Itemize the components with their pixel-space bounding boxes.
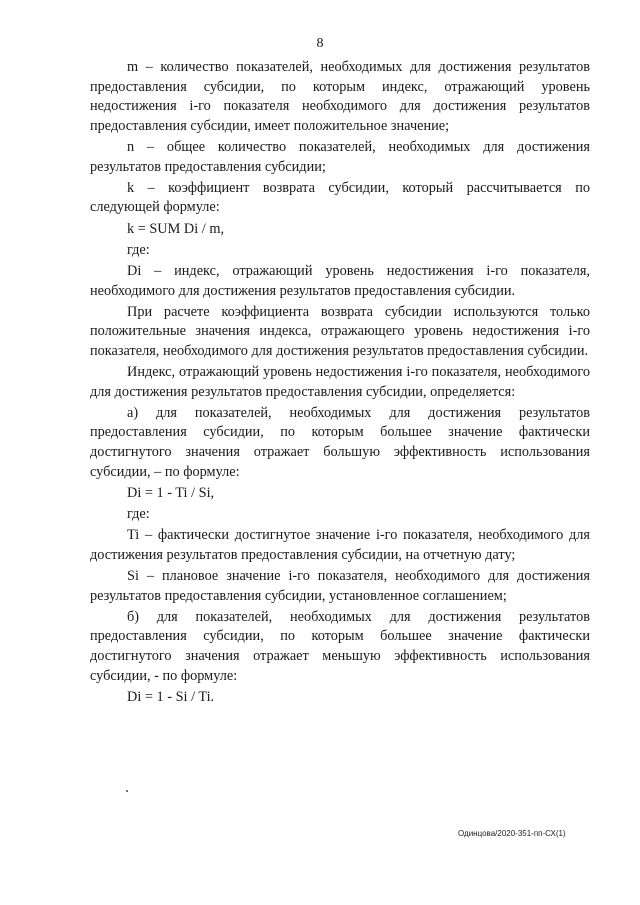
formula-k: k = SUM Di / m, [127, 220, 225, 237]
paragraph-n-definition: n – общее количество показателей, необходимых для достижения результатов предоставления субсидии; [90, 138, 590, 175]
paragraph-index-determined: Индекс, отражающий уровень недостижения i-го показателя, необходимого для достижения результатов предоставления субсидии, определяется: [90, 364, 590, 400]
document-body [90, 58, 590, 709]
scan-speck [126, 790, 128, 792]
paragraph-case-b: б) для показателей, необходимых для достижения результатов предоставления субсидии, по которым большее значение фактически достигнутого значения отражает меньшую эффективность использования субсидии, - по формуле: [90, 608, 590, 684]
paragraph-positive-values: При расчете коэффициента возврата субсидии используются только положительные значения индекса, отражающего уровень недостижения i-го показателя, необходимого для достижения результатов предоставления субсидии. [90, 303, 590, 359]
where-label: где: [127, 506, 150, 522]
paragraph-k-definition: k – коэффициент возврата субсидии, который рассчитывается по следующей формуле: [90, 179, 590, 216]
paragraph-di-definition: Di – индекс, отражающий уровень недостижения i-го показателя, необходимого для достижения результатов предоставления субсидии. [90, 262, 590, 299]
paragraph-case-a: а) для показателей, необходимых для достижения результатов предоставления субсидии, по которым большее значение фактически достигнутого значения отражает большую эффективность использования субсидии, – по формуле: [90, 404, 590, 480]
paragraph-si-definition: Si – плановое значение i-го показателя, необходимого для достижения результатов предоставления субсидии, установленное соглашением; [90, 567, 590, 604]
where-label: где: [127, 241, 150, 258]
footer-document-code: Одинцова/2020-351-пп-СХ(1) [458, 829, 566, 838]
formula-di-a: Di = 1 - Ti / Si, [127, 484, 215, 501]
paragraph-m-definition: m – количество показателей, необходимых для достижения результатов предоставления субсидии, по которым индекс, отражающий уровень недостижения i-го показателя необходимого для достижения результатов предоставления субсидии, имеет положительное значение; [90, 59, 590, 134]
formula-di-b: Di = 1 - Si / Ti. [127, 688, 215, 705]
page-number: 8 [316, 36, 324, 51]
paragraph-ti-definition: Ti – фактически достигнутое значение i-го показателя, необходимого для достижения результатов предоставления субсидии, на отчетную дату; [90, 527, 590, 563]
